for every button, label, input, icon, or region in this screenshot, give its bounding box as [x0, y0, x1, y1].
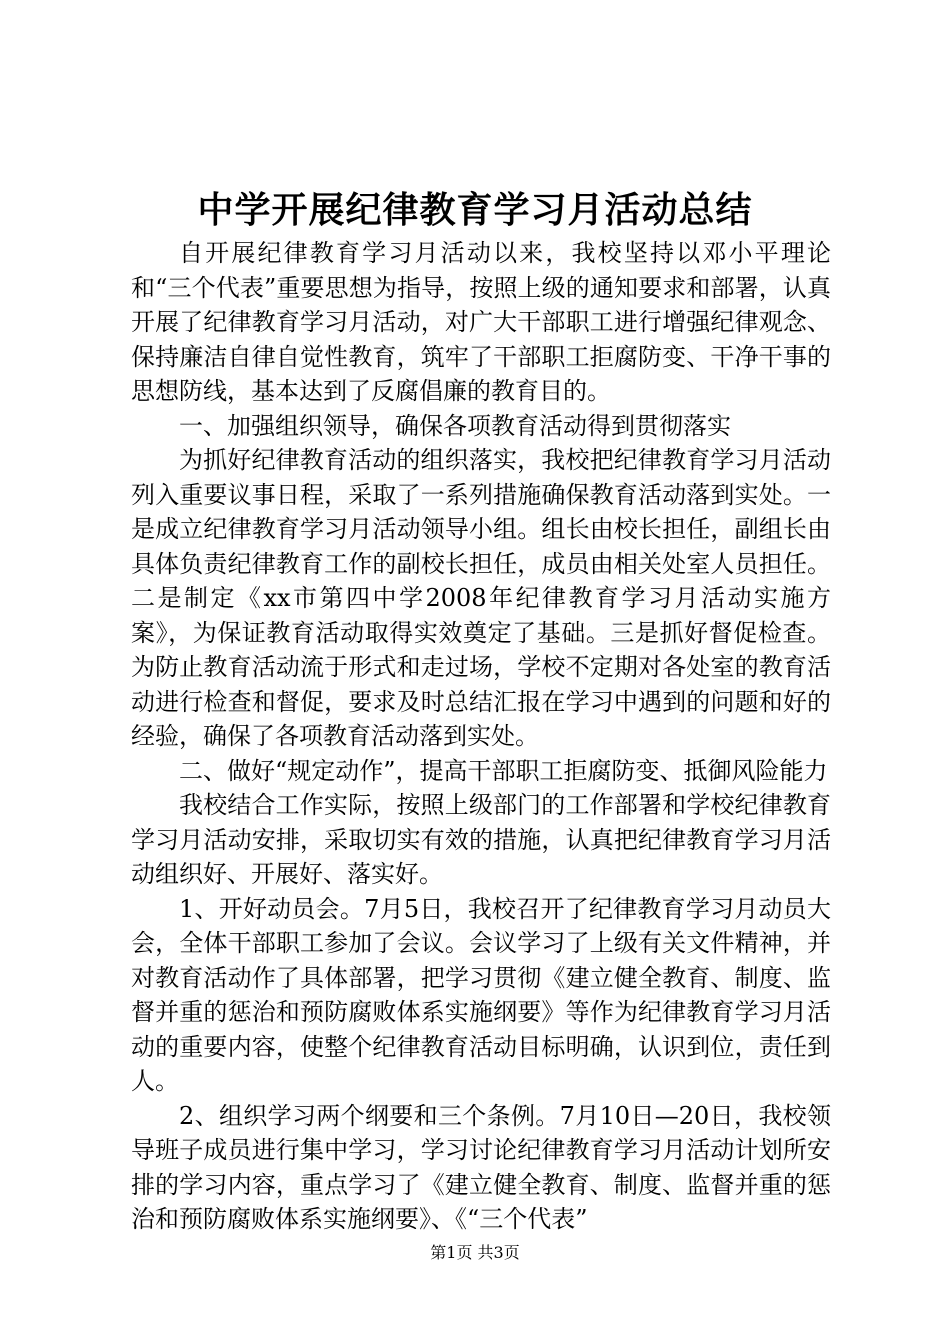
section-heading-1: 一、加强组织领导，确保各项教育活动得到贯彻落实: [179, 411, 731, 440]
document-title: 中学开展纪律教育学习月活动总结: [197, 189, 753, 231]
section-heading-2: 二、做好“规定动作”，提高干部职工拒腐防变、抵御风险能力: [179, 756, 828, 785]
paragraph-item-2: 2、组织学习两个纲要和三个条例。7月10日—20日，我校领导班子成员进行集中学习，学习讨论纪律教育学习月活动计划所安排的学习内容，重点学习了《建立健全教育、制度、监督并重的惩治和预防腐败体系实施纲要》、《“三个代表”: [131, 1101, 831, 1233]
paragraph-item-1: 1、开好动员会。7月5日，我校召开了纪律教育学习月动员大会，全体干部职工参加了会议。会议学习了上级有关文件精神，并对教育活动作了具体部署，把学习贯彻《建立健全教育、制度、监督并重的惩治和预防腐败体系实施纲要》等作为纪律教育学习月活动的重要内容，使整个纪律教育活动目标明确，认识到位，责任到人。: [131, 894, 831, 1095]
paragraph-intro: 自开展纪律教育学习月活动以来，我校坚持以邓小平理论和“三个代表”重要思想为指导，按照上级的通知要求和部署，认真开展了纪律教育学习月活动，对广大干部职工进行增强纪律观念、保持廉洁自律自觉性教育，筑牢了干部职工拒腐防变、干净干事的思想防线，基本达到了反腐倡廉的教育目的。: [131, 239, 831, 405]
page-footer: 第1页 共3页: [430, 1243, 520, 1262]
paragraph-section-1: 为抓好纪律教育活动的组织落实，我校把纪律教育学习月活动列入重要议事日程，采取了一系列措施确保教育活动落到实处。一是成立纪律教育学习月活动领导小组。组长由校长担任，副组长由具体负责纪律教育工作的副校长担任，成员由相关处室人员担任。二是制定《xx市第四中学2008年纪律教育学习月活动实施方案》，为保证教育活动取得实效奠定了基础。三是抓好督促检查。为防止教育活动流于形式和走过场，学校不定期对各处室的教育活动进行检查和督促，要求及时总结汇报在学习中遇到的问题和好的经验，确保了各项教育活动落到实处。: [131, 446, 831, 750]
document-body: [131, 236, 831, 1237]
paragraph-section-2: 我校结合工作实际，按照上级部门的工作部署和学校纪律教育学习月活动安排，采取切实有效的措施，认真把纪律教育学习月活动组织好、开展好、落实好。: [131, 791, 831, 888]
